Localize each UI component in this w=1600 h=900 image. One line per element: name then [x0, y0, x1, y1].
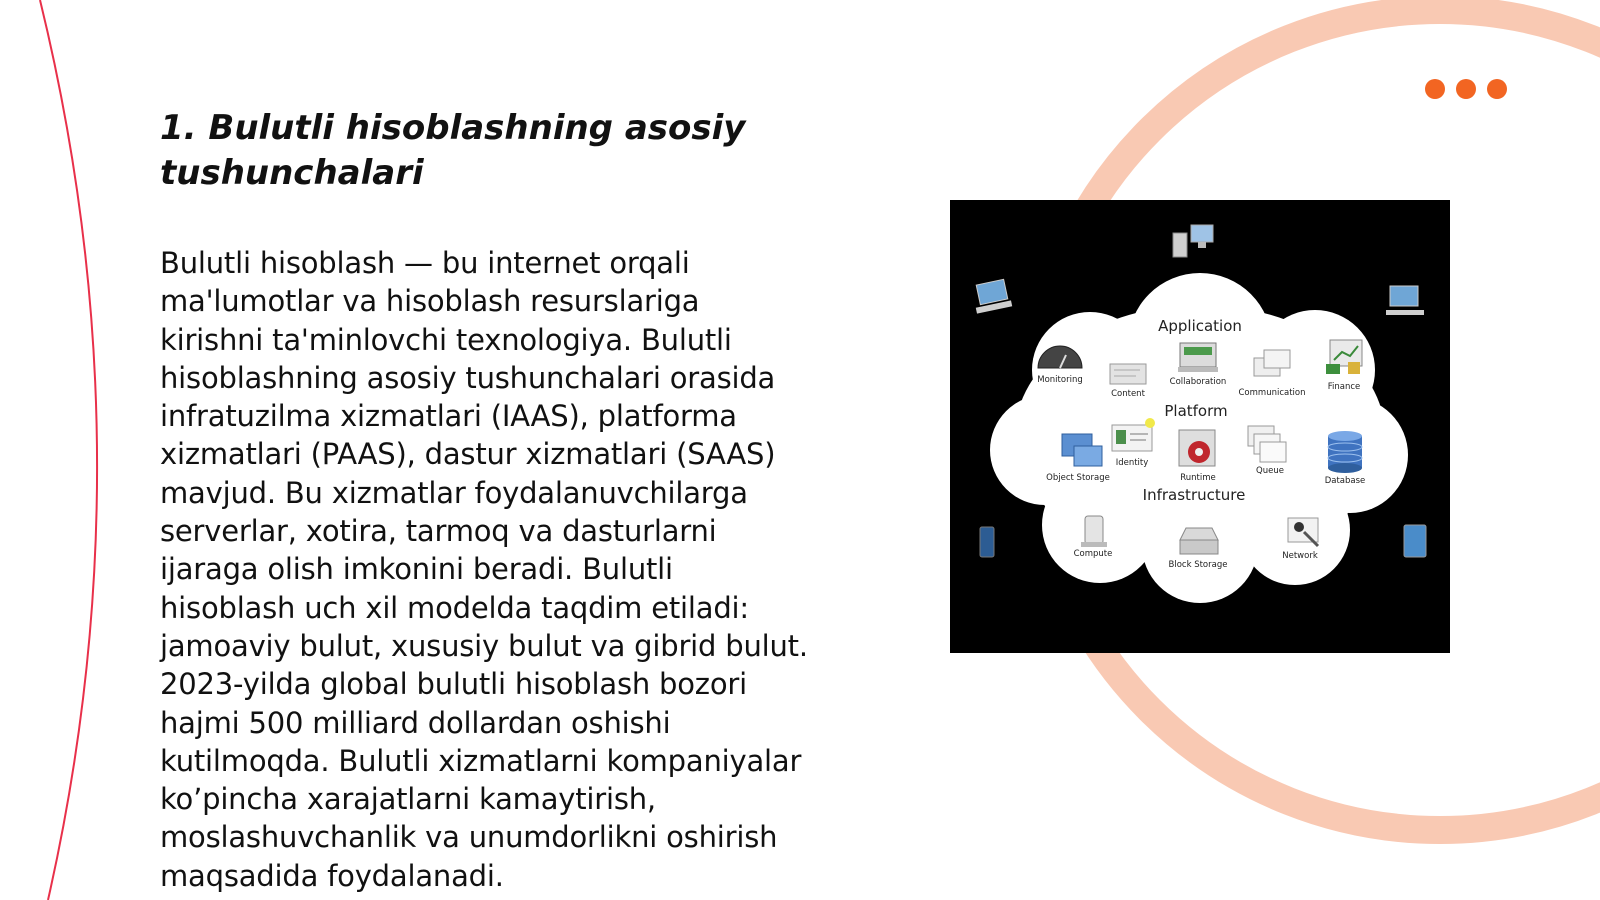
compute-label: Compute — [1073, 549, 1113, 559]
cloud-computing-diagram — [950, 200, 1450, 653]
tablet-icon — [1404, 525, 1426, 557]
body-line: kirishni ta'minlovchi texnologiya. Bulutli — [160, 322, 732, 357]
body-line: mavjud. Bu xizmatlar foydalanuvchilarga — [160, 475, 748, 510]
body-line: ma'lumotlar va hisoblash resurslariga — [160, 284, 700, 319]
object-storage-label: Object Storage — [1046, 473, 1110, 483]
runtime-label: Runtime — [1180, 473, 1216, 483]
block-storage-label: Block Storage — [1168, 560, 1228, 570]
title-line-1: 1. Bulutli hisoblashning asosiy — [160, 108, 746, 148]
body-line: infratuzilma xizmatlari (IAAS), platforma — [160, 399, 737, 434]
menu-dots — [1425, 79, 1507, 99]
body-line: moslashuvchanlik va unumdorlikni oshirish — [160, 820, 778, 855]
communication-label: Communication — [1238, 388, 1306, 398]
slide-title — [160, 106, 780, 196]
queue-label: Queue — [1256, 466, 1284, 476]
body-line: xizmatlari (PAAS), dastur xizmatlari (SAAS) — [160, 437, 776, 472]
dot-1 — [1425, 79, 1445, 99]
title-line-2: tushunchalari — [160, 153, 424, 193]
server-tower-icon — [1173, 225, 1213, 257]
collaboration-label: Collaboration — [1169, 377, 1227, 387]
body-line: kutilmoqda. Bulutli xizmatlarni kompaniyalar — [160, 743, 802, 778]
content-label: Content — [1111, 389, 1145, 399]
body-line: serverlar, xotira, tarmoq va dasturlarni — [160, 514, 717, 549]
application-heading: Application — [1158, 317, 1242, 335]
network-icon — [1288, 518, 1318, 546]
content-icon — [1110, 364, 1146, 384]
infrastructure-heading: Infrastructure — [1142, 486, 1246, 504]
database-icon — [1328, 431, 1362, 473]
finance-label: Finance — [1327, 382, 1361, 392]
body-line: ijaraga olish imkonini beradi. Bulutli — [160, 552, 673, 587]
body-line: jamoaviy bulut, xususiy bulut va gibrid bulut. — [160, 628, 808, 663]
body-line: Bulutli hisoblash — bu internet orqali — [160, 246, 690, 280]
left-curve-line — [40, 0, 97, 900]
body-line: 2023-yilda global bulutli hisoblash bozori — [160, 667, 747, 702]
dot-3 — [1487, 79, 1507, 99]
body-line: ko’pincha xarajatlarni kamaytirish, — [160, 782, 656, 817]
body-line: hisoblash uch xil modelda taqdim etiladi: — [160, 590, 749, 625]
compute-icon — [1081, 516, 1107, 547]
body-line: hajmi 500 milliard dollardan oshishi — [160, 705, 671, 740]
cloud-diagram-svg — [950, 200, 1450, 653]
network-label: Network — [1282, 551, 1318, 561]
block-storage-icon — [1180, 528, 1218, 554]
identity-label: Identity — [1115, 458, 1149, 468]
body-line: hisoblashning asosiy tushunchalari orasida — [160, 360, 776, 395]
laptop-icon — [976, 279, 1012, 313]
body-line: maqsadida foydalanadi. — [160, 858, 504, 893]
collaboration-icon — [1178, 343, 1218, 372]
desktop-icon — [1386, 286, 1424, 315]
phone-icon — [980, 527, 994, 557]
dot-2 — [1456, 79, 1476, 99]
platform-heading: Platform — [1164, 402, 1228, 420]
database-label: Database — [1324, 476, 1366, 486]
body-paragraph — [160, 244, 850, 895]
monitoring-label: Monitoring — [1037, 375, 1083, 385]
runtime-icon — [1179, 430, 1215, 466]
